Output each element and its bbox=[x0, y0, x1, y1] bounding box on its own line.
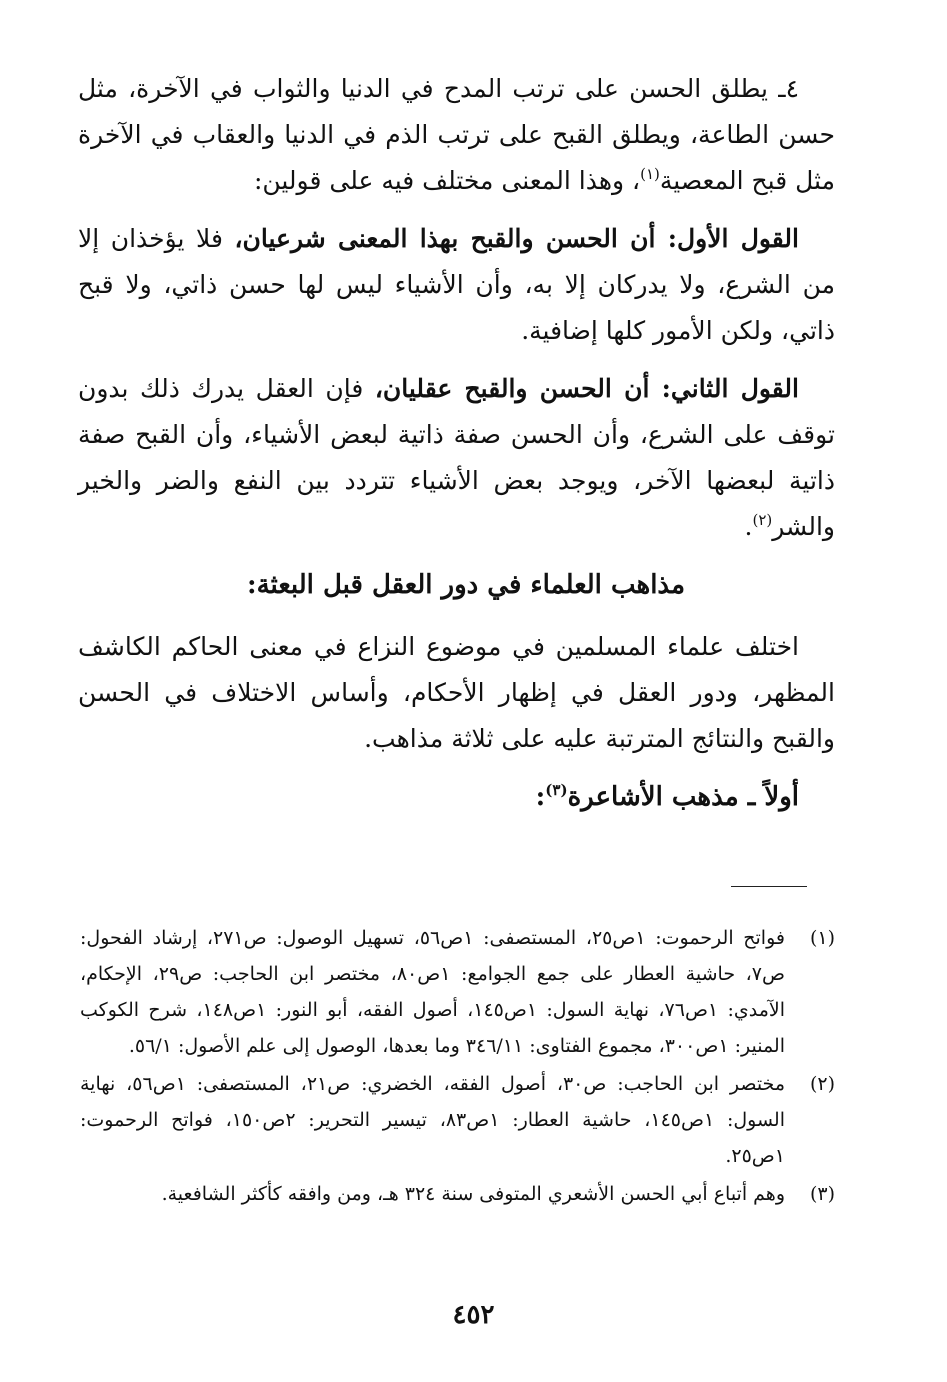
footnote-number: (٢) bbox=[809, 1073, 835, 1095]
footnote-text: فواتح الرحموت: ١ص٢٥، المستصفى: ١ص٥٦، تسهيل الوصول: ص٢٧١، إرشاد الفحول: ص٧، حاشية العطار على جمع الجوامع: ١ص٨٠، مختصر ابن الحاجب: ص٢٩، الإحكام، الآمدي: ١ص٧٦، نهاية السول: ١ص١٤٥، أصول الفقه، أبو النور: ١ص١٤٨، شرح الكوكب المنير: ١ص٣٠٠، مجموع الفتاوى: ٣٤٦/١١ وما بعدها، الوصول إلى علم الأصول: ٥٦/١. bbox=[80, 927, 785, 1057]
subsection-heading-text: أولاً ـ مذهب الأشاعرة bbox=[567, 782, 799, 812]
main-text bbox=[78, 66, 835, 820]
footnote-3 bbox=[80, 1176, 835, 1212]
footnote-1 bbox=[80, 920, 835, 1064]
footnote-number: (٣) bbox=[809, 1183, 835, 1205]
section-heading: مذاهب العلماء في دور العقل قبل البعثة: bbox=[246, 570, 685, 600]
footnote-separator bbox=[731, 886, 807, 887]
subsection-heading bbox=[78, 774, 835, 820]
footnote-number: (١) bbox=[809, 927, 835, 949]
footnote-text: مختصر ابن الحاجب: ص٣٠، أصول الفقه، الخضري: ص٢١، المستصفى: ١ص٥٦، نهاية السول: ١ص١٤٥، حاشية العطار: ١ص٨٣، تيسير التحرير: ٢ص١٥٠، فواتح الرحموت: ١ص٢٥. bbox=[80, 1073, 786, 1167]
footnote-ref-1[interactable]: (١) bbox=[640, 165, 660, 183]
second-opinion-lead: القول الثاني: أن الحسن والقبح عقليان، bbox=[374, 374, 799, 403]
intro-paragraph: اختلف علماء المسلمين في موضوع النزاع في معنى الحاكم الكاشف المظهر، ودور العقل في إظهار الأحكام، وأساس الاختلاف في الحسن والقبح والنتائج المترتبة عليه على ثلاثة مذاهب. bbox=[78, 632, 835, 753]
first-opinion-text: فلا يؤخذان إلا من الشرع، ولا يدركان إلا به، وأن الأشياء ليس لها حسن ذاتي، ولا قبح ذاتي، ولكن الأمور كلها إضافية. bbox=[78, 224, 835, 345]
paragraph-4-end: ، وهذا المعنى مختلف فيه على قولين: bbox=[253, 166, 641, 195]
footnotes bbox=[80, 920, 835, 1214]
subsection-heading-end: : bbox=[535, 782, 546, 812]
second-opinion-end: . bbox=[744, 512, 753, 541]
page-number: ٤٥٢ bbox=[452, 1300, 495, 1330]
paragraph-4 bbox=[78, 66, 835, 204]
footnote-2 bbox=[80, 1066, 835, 1174]
first-opinion bbox=[78, 216, 835, 354]
second-opinion-text: فإن العقل يدرك ذلك بدون توقف على الشرع، وأن الحسن صفة ذاتية لبعض الأشياء، وأن القبح صفة ذاتية لبعضها الآخر، ويوجد بعض الأشياء تتردد بين النفع والضر والخير والشر bbox=[78, 374, 835, 541]
footnote-ref-2[interactable]: (٢) bbox=[752, 511, 773, 529]
footnote-text: وهم أتباع أبي الحسن الأشعري المتوفى سنة ٣٢٤ هـ، ومن وافقه كأكثر الشافعية. bbox=[161, 1183, 785, 1205]
second-opinion bbox=[78, 366, 835, 550]
first-opinion-lead: القول الأول: أن الحسن والقبح بهذا المعنى شرعيان، bbox=[234, 224, 799, 253]
footnote-ref-3[interactable]: (٣) bbox=[545, 781, 568, 799]
paragraph-4-text: ٤ـ يطلق الحسن على ترتب المدح في الدنيا والثواب في الآخرة، مثل حسن الطاعة، ويطلق القبح على ترتب الذم في الدنيا والعقاب في الآخرة مثل قبح المعصية bbox=[78, 74, 835, 195]
